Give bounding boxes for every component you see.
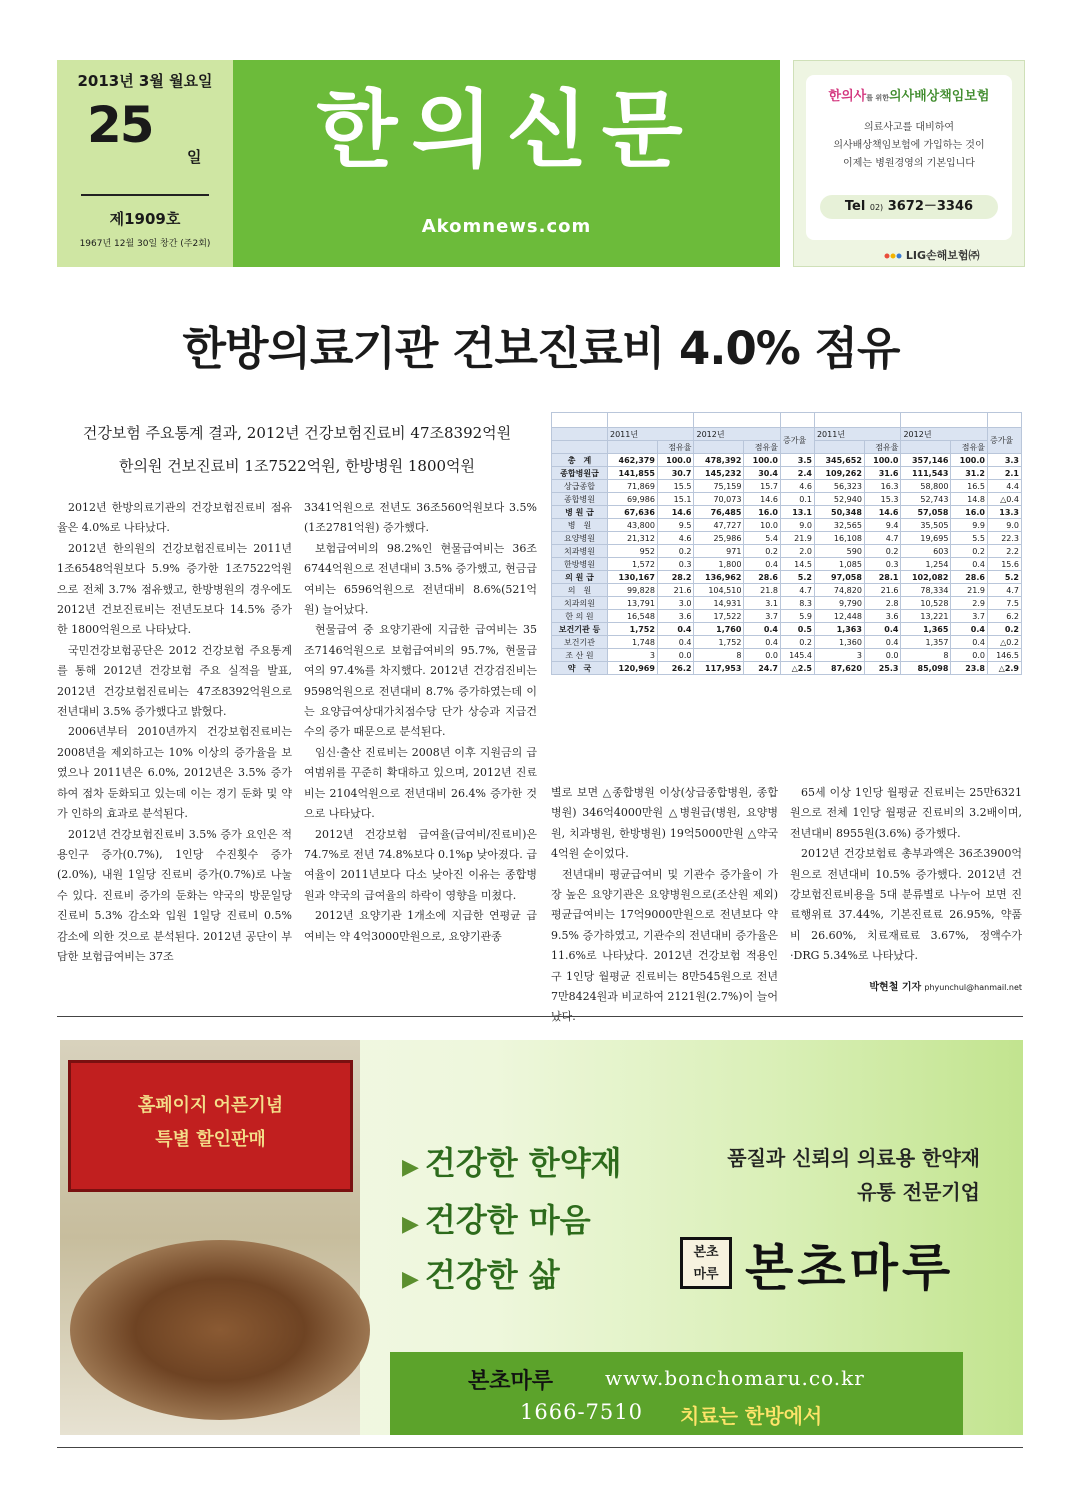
table-cell: 13,221 (901, 610, 951, 623)
table-cell: 12,448 (814, 610, 864, 623)
article-paragraph: 3341억원으로 전년도 36조560억원보다 3.5%(1조2781억원) 증가했다. (304, 501, 537, 535)
share-header: 점유율 (864, 441, 901, 454)
table-cell: 1,760 (694, 623, 744, 636)
table-cell: 25,986 (694, 532, 744, 545)
insurance-ad-line: 의료사고를 대비하여 (863, 122, 955, 133)
table-cell: 52,940 (814, 493, 864, 506)
ad-tagline: 유통 전문기업 (857, 1180, 980, 1204)
table-cell: 5.9 (780, 610, 814, 623)
table-cell: 0.2 (987, 623, 1021, 636)
table-cell: 0.5 (780, 623, 814, 636)
table-cell: 16.5 (951, 480, 988, 493)
table-cell: 28.1 (864, 571, 901, 584)
table-cell: 14.6 (657, 506, 694, 519)
table-row (552, 571, 1022, 584)
ad-slogan (402, 1138, 622, 1184)
table-cell: 67,636 (607, 506, 657, 519)
table-cell: 57,058 (901, 506, 951, 519)
year-2012-header: 2012년 (901, 428, 988, 441)
brand-name: 본초마루 (745, 1238, 955, 1297)
row-label: 조 산 원 (552, 649, 608, 662)
table-cell: 9.0 (780, 519, 814, 532)
article-paragraph: 전년대비 평균급여비 및 기관수 증가율이 가장 높은 요양기관은 요양병원으로(조산원 제외) 평균급여비는 17억9000만원으로 전년보다 약 9.5% 증가하였고, 기관수의 전년대비 증가율은 11.6%로 나타났다. 2012년 건강보험 적용인구 1인당 월평균 진료비는 8만545원으로 전년 7만8424원과 비교하여 2121원(2.7%)이 늘어 (551, 867, 778, 1004)
table-cell: 30.4 (744, 467, 781, 480)
table-cell: 2.9 (951, 597, 988, 610)
section-divider (57, 1016, 1023, 1017)
table-cell: 100.0 (744, 454, 781, 467)
table-cell: 1,748 (607, 636, 657, 649)
table-row (552, 636, 1022, 649)
table-cell: 130,167 (607, 571, 657, 584)
table-cell: 2.0 (780, 545, 814, 558)
page-bottom-divider (57, 1447, 1023, 1448)
insurance-ad-heading-b: 를 위한 (866, 94, 889, 102)
table-cell: 0.4 (657, 636, 694, 649)
table-cell: 1,085 (814, 558, 864, 571)
table-row (552, 493, 1022, 506)
article-paragraph: 국민건강보험공단은 2012 건강보험 주요통계를 통해 2012년 건강보험 주요 실적을 발표, 2012년 건강보험진료비는 47조8392억원으로 전년대비 3.5% 증가했다고 밝혔다. (57, 643, 292, 719)
table-cell: 9.9 (951, 519, 988, 532)
table-cell: 0.2 (780, 636, 814, 649)
article-paragraph: 별로 보면 △종합병원 이상(상급종합병원, 종합병원) 346억4000만원 △병원급(병원, 요양병원, 치과병원, 한방병원) 19억5000만원 △약국 4억원 순이었다. (551, 786, 778, 861)
table-cell: 87,620 (814, 662, 864, 675)
table-cell: 3.7 (744, 610, 781, 623)
row-label: 의 원 급 (552, 571, 608, 584)
table-cell: 3.1 (744, 597, 781, 610)
table-row (552, 584, 1022, 597)
table-cell: 109,262 (814, 467, 864, 480)
article-byline (850, 978, 1022, 993)
table-cell: 28.2 (657, 571, 694, 584)
table-cell: 4.6 (780, 480, 814, 493)
table-cell: 7.5 (987, 597, 1021, 610)
table-cell: 3.0 (657, 597, 694, 610)
table-cell: 10.0 (744, 519, 781, 532)
table-cell: 100.0 (864, 454, 901, 467)
insurance-ad[interactable] (793, 60, 1025, 267)
newspaper-title: 한의신문 (316, 80, 697, 179)
table-cell: 9.0 (987, 519, 1021, 532)
row-label: 종합병원 (552, 493, 608, 506)
article-paragraph: 2012년 요양기관 1개소에 지급한 연평균 급여비는 약 4억3000만원으로, 요양기관종 (304, 909, 537, 943)
row-label: 한방병원 (552, 558, 608, 571)
table-cell: 462,379 (607, 454, 657, 467)
table-cell: 1,752 (694, 636, 744, 649)
stats-table-body (552, 454, 1022, 675)
table-cell: 15.3 (864, 493, 901, 506)
issue-day: 25 (87, 96, 153, 154)
sponsor-name: LIG손해보험㈜ (905, 249, 980, 262)
table-cell: 1,800 (694, 558, 744, 571)
table-cell: 50,348 (814, 506, 864, 519)
table-cell: 14.6 (864, 506, 901, 519)
table-cell: 13.1 (780, 506, 814, 519)
row-label: 병 원 (552, 519, 608, 532)
table-cell: 0.0 (951, 649, 988, 662)
article-column-3 (551, 783, 778, 1028)
article-paragraph: 현물급여 중 요양기관에 지급한 급여비는 35조7146억원으로 보험급여비의 95.7%, 현물급여의 97.4%를 차지했다. 2012년 건강검진비는 9598억원으로 전년대비 8.7% 증가하였는데 이는 요양급여상대가치점수당 단가 상승과 지급건수의 증가 때문으로 분석된다. (304, 623, 537, 739)
table-header-years-row (552, 428, 1022, 441)
table-cell: 14.5 (780, 558, 814, 571)
table-cell: 0.4 (744, 623, 781, 636)
tel-number: 3672－3346 (887, 199, 974, 214)
table-cell: 1,752 (607, 623, 657, 636)
table-cell: 21.9 (951, 584, 988, 597)
table-cell: 15.5 (657, 480, 694, 493)
table-cell: 52,743 (901, 493, 951, 506)
row-label: 치과병원 (552, 545, 608, 558)
founded-note: 1967년 12월 30일 창간 (주2회) (79, 239, 211, 249)
table-cell: 4.7 (987, 584, 1021, 597)
article-paragraph: 2006년부터 2010년까지 건강보험진료비는 2008년을 제외하고는 10% 이상의 증가율을 보였으나 2011년은 6.0%, 2012년은 3.5% 증가하여 점차 둔화되고 있는데 이는 경기 둔화 및 약가 인하의 효과로 분석된다. (57, 725, 292, 821)
table-cell: △0.4 (987, 493, 1021, 506)
table-cell: 603 (901, 545, 951, 558)
table-cell: 16,108 (814, 532, 864, 545)
table-cell: 971 (694, 545, 744, 558)
date-box (57, 60, 233, 267)
share-header: 점유율 (951, 441, 988, 454)
table-cell: 590 (814, 545, 864, 558)
table-cell: 19,695 (901, 532, 951, 545)
table-cell: 0.2 (864, 545, 901, 558)
table-cell: 2.4 (780, 467, 814, 480)
table-row (552, 649, 1022, 662)
table-cell: 111,543 (901, 467, 951, 480)
table-cell: 74,820 (814, 584, 864, 597)
lig-dots-icon (884, 253, 902, 259)
table-cell: 56,323 (814, 480, 864, 493)
table-cell: 0.0 (864, 649, 901, 662)
ad-bar-brand: 본초마루 (468, 1369, 554, 1394)
table-cell: 0.2 (744, 545, 781, 558)
ad-slogan-text: 건강한 마음 (424, 1201, 591, 1239)
table-cell: △2.5 (780, 662, 814, 675)
table-cell: 0.1 (780, 493, 814, 506)
table-cell: 357,146 (901, 454, 951, 467)
table-cell: 31.2 (951, 467, 988, 480)
table-row (552, 662, 1022, 675)
table-cell: 15.6 (987, 558, 1021, 571)
ad-slogan-text: 건강한 한약재 (424, 1144, 622, 1182)
table-row (552, 519, 1022, 532)
reporter-name: 박현철 기자 (869, 982, 922, 993)
table-cell: 345,652 (814, 454, 864, 467)
table-cell: 3.6 (864, 610, 901, 623)
table-cell: 15.7 (744, 480, 781, 493)
table-cell: 141,855 (607, 467, 657, 480)
share-header: 점유율 (657, 441, 694, 454)
table-cell: 30.7 (657, 467, 694, 480)
promo-badge (68, 1060, 353, 1192)
date-divider (81, 194, 209, 196)
table-cell: 4.7 (864, 532, 901, 545)
table-cell: 16,548 (607, 610, 657, 623)
table-cell: 3.5 (780, 454, 814, 467)
table-cell: 100.0 (657, 454, 694, 467)
table-cell: 1,254 (901, 558, 951, 571)
table-cell: 1,365 (901, 623, 951, 636)
table-header-top-row (552, 413, 1022, 428)
table-cell: 0.3 (657, 558, 694, 571)
bullet-arrow-icon: ▶ (402, 1266, 419, 1292)
table-cell: 8.3 (780, 597, 814, 610)
table-cell: 25.3 (864, 662, 901, 675)
table-cell: 102,082 (901, 571, 951, 584)
row-label: 종합병원급 (552, 467, 608, 480)
table-cell: 32,565 (814, 519, 864, 532)
table-cell: 0.4 (744, 558, 781, 571)
seal-text: 마루 (693, 1267, 719, 1282)
table-cell: 4.4 (987, 480, 1021, 493)
table-row (552, 623, 1022, 636)
row-label: 요양병원 (552, 532, 608, 545)
masthead-title-box (233, 60, 780, 267)
table-cell: 2.8 (864, 597, 901, 610)
growth-header: 증가율 (987, 428, 1021, 454)
table-cell: 9.4 (864, 519, 901, 532)
table-cell: 17,522 (694, 610, 744, 623)
herbs-image (70, 1240, 370, 1420)
table-row (552, 597, 1022, 610)
article-paragraph: 2012년 건강보험진료비 3.5% 증가 요인은 적용인구 증가(0.7%), 1인당 수진횟수 증가(2.0%), 내원 1일당 진료비 증가(0.7%)로 나눌 수 있다. 진료비 증가의 둔화는 약국의 방문일당 진료비 5.3% 감소와 입원 1일당 진료비 0.5% 감소에 의한 것으로 분석된다. 2012년 공단이 부담한 보험급여비는 37조 (57, 827, 292, 963)
insurance-ad-card (806, 75, 1012, 240)
table-cell: 0.3 (864, 558, 901, 571)
table-cell: 71,869 (607, 480, 657, 493)
table-cell: 1,572 (607, 558, 657, 571)
table-cell: 0.0 (657, 649, 694, 662)
table-cell: 28.6 (951, 571, 988, 584)
table-cell: 24.7 (744, 662, 781, 675)
insurance-ad-heading-c: 의사배상책임보험 (888, 89, 990, 104)
ad-tagline: 품질과 신뢰의 의료용 한약재 (727, 1146, 980, 1170)
table-cell: 15.1 (657, 493, 694, 506)
table-cell: 0.2 (951, 545, 988, 558)
table-cell: 28.6 (744, 571, 781, 584)
insurance-ad-line: 이제는 병원경영의 기본입니다 (843, 158, 975, 169)
table-cell: 97,058 (814, 571, 864, 584)
table-cell: 120,969 (607, 662, 657, 675)
table-cell: 0.4 (864, 636, 901, 649)
year-2011-header: 2011년 (607, 428, 694, 441)
table-row (552, 454, 1022, 467)
table-cell: 78,334 (901, 584, 951, 597)
table-cell: 1,357 (901, 636, 951, 649)
lig-logo (884, 247, 1014, 263)
table-cell: 5.2 (780, 571, 814, 584)
row-label: 병 원 급 (552, 506, 608, 519)
table-cell: 4.6 (657, 532, 694, 545)
table-cell: 952 (607, 545, 657, 558)
table-cell: 10,528 (901, 597, 951, 610)
row-label: 보건기관 (552, 636, 608, 649)
insurance-ad-copy (806, 119, 1012, 173)
table-cell: 99,828 (607, 584, 657, 597)
table-cell: 21,312 (607, 532, 657, 545)
ad-slogan (402, 1195, 591, 1241)
table-cell: 14,931 (694, 597, 744, 610)
tel-area-code: 02) (869, 203, 884, 212)
table-cell: 0.2 (657, 545, 694, 558)
table-cell: 58,800 (901, 480, 951, 493)
table-cell: 0.0 (744, 649, 781, 662)
table-cell: 16.0 (744, 506, 781, 519)
table-cell: 35,505 (901, 519, 951, 532)
insurance-ad-heading-a: 한의사 (828, 89, 867, 104)
table-cell: 145.4 (780, 649, 814, 662)
article-column-1 (57, 498, 292, 967)
table-cell: 14.6 (744, 493, 781, 506)
table-cell: 6.2 (987, 610, 1021, 623)
year-2011-header: 2011년 (814, 428, 901, 441)
article-paragraph: 보험급여비의 98.2%인 현물급여비는 36조6744억원으로 전년대비 3.5% 증가했고, 현금급여비는 6596억원으로 전년대비 8.6%(521억원) 늘어났다. (304, 541, 537, 617)
table-cell: 26.2 (657, 662, 694, 675)
table-row (552, 506, 1022, 519)
table-cell: 16.0 (951, 506, 988, 519)
row-label: 보건기관 등 (552, 623, 608, 636)
table-cell: 2.1 (987, 467, 1021, 480)
table-cell: 3.6 (657, 610, 694, 623)
issue-date: 2013년 3월 월요일 (77, 72, 213, 90)
table-cell: 478,392 (694, 454, 744, 467)
newspaper-url[interactable]: Akomnews.com (421, 216, 592, 237)
tel-label: Tel (844, 199, 866, 214)
article-paragraph: 2012년 건강보험 급여율(급여비/진료비)은 74.7%로 전년 74.8%보다 0.1%p 낮아졌다. 급여율이 2011년보다 다소 낮아진 이유는 종합병원과 약국의 급여율의 하락이 영향을 미쳤다. (304, 827, 537, 902)
table-cell: 1,360 (814, 636, 864, 649)
table-cell: △0.2 (987, 636, 1021, 649)
table-row (552, 467, 1022, 480)
ad-phone-number[interactable]: 1666-7510 (520, 1400, 643, 1424)
article-subhead: 한의원 건보진료비 1조7522억원, 한방병원 1800억원 (118, 457, 476, 475)
table-cell: 3.7 (951, 610, 988, 623)
table-cell: 5.4 (744, 532, 781, 545)
promo-line: 특별 할인판매 (155, 1129, 266, 1150)
bullet-arrow-icon: ▶ (402, 1154, 419, 1180)
table-cell: 104,510 (694, 584, 744, 597)
table-cell: 146.5 (987, 649, 1021, 662)
table-cell: 21.6 (864, 584, 901, 597)
table-cell: 9.5 (657, 519, 694, 532)
row-label: 치과의원 (552, 597, 608, 610)
table-cell: 23.8 (951, 662, 988, 675)
table-cell: 70,073 (694, 493, 744, 506)
ad-website-link[interactable]: www.bonchomaru.co.kr (605, 1366, 865, 1390)
article-subhead: 건강보험 주요통계 결과, 2012년 건강보험진료비 47조8392억원 (82, 424, 512, 442)
table-cell: 8 (694, 649, 744, 662)
table-cell: 5.2 (987, 571, 1021, 584)
ad-slogan (402, 1250, 560, 1296)
article-paragraph: 2012년 한방의료기관의 건강보험진료비 점유율은 4.0%로 나타났다. (57, 501, 292, 535)
table-cell: 145,232 (694, 467, 744, 480)
table-cell: 76,485 (694, 506, 744, 519)
row-label: 상급종합 (552, 480, 608, 493)
insurance-ad-line: 의사배상책임보험에 가입하는 것이 (833, 140, 985, 151)
table-cell: 22.3 (987, 532, 1021, 545)
row-label: 총 계 (552, 454, 608, 467)
table-cell: 0.4 (864, 623, 901, 636)
table-cell: 13.3 (987, 506, 1021, 519)
seal-text: 본초 (693, 1245, 719, 1260)
table-cell: 5.5 (951, 532, 988, 545)
article-column-2 (304, 498, 537, 947)
growth-header: 증가율 (780, 428, 814, 454)
table-cell: 117,953 (694, 662, 744, 675)
table-row (552, 480, 1022, 493)
ad-contact-bar (390, 1352, 963, 1435)
table-cell: 100.0 (951, 454, 988, 467)
reporter-email[interactable]: phyunchul@hanmail.net (924, 983, 1022, 992)
article-column-4 (790, 783, 1022, 967)
table-cell: 8 (901, 649, 951, 662)
promo-line: 홈페이지 어픈기념 (137, 1095, 284, 1116)
article-headline: 한방의료기관 건보진료비 4.0% 점유 (182, 322, 900, 375)
bullet-arrow-icon: ▶ (402, 1211, 419, 1237)
issue-day-unit: 일 (187, 148, 202, 166)
table-cell: 3 (814, 649, 864, 662)
table-cell: 4.7 (780, 584, 814, 597)
table-cell: 9,790 (814, 597, 864, 610)
issue-number: 제1909호 (109, 210, 181, 228)
table-cell: 69,986 (607, 493, 657, 506)
table-cell: 16.3 (864, 480, 901, 493)
row-label: 약 국 (552, 662, 608, 675)
ad-slogan-text: 건강한 삶 (424, 1256, 560, 1294)
table-cell: 3.3 (987, 454, 1021, 467)
table-row (552, 610, 1022, 623)
table-cell: 136,962 (694, 571, 744, 584)
article-paragraph: 65세 이상 1인당 월평균 진료비는 25만6321원으로 전체 1인당 월평균 진료비의 3.2배이며, 전년대비 8955원(3.6%) 증가했다. (790, 786, 1022, 840)
row-label: 의 원 (552, 584, 608, 597)
table-cell: 13,791 (607, 597, 657, 610)
stats-table (551, 412, 1022, 675)
table-cell: 0.4 (951, 623, 988, 636)
table-cell: 85,098 (901, 662, 951, 675)
herbal-medicine-ad[interactable] (60, 1040, 1023, 1435)
table-row (552, 545, 1022, 558)
table-cell: 3 (607, 649, 657, 662)
table-cell: 75,159 (694, 480, 744, 493)
article-paragraph: 임신·출산 진료비는 2008년 이후 지원금의 급여범위를 꾸준히 확대하고 있으며, 2012년 진료비는 2104억원으로 전년대비 26.4% 증가한 것으로 나타났다. (304, 745, 537, 821)
table-cell: △2.9 (987, 662, 1021, 675)
table-cell: 21.8 (744, 584, 781, 597)
table-cell: 0.4 (951, 636, 988, 649)
table-cell: 0.4 (951, 558, 988, 571)
table-row (552, 532, 1022, 545)
table-cell: 1,363 (814, 623, 864, 636)
year-2012-header: 2012년 (694, 428, 781, 441)
table-cell: 0.4 (744, 636, 781, 649)
article-paragraph: 2012년 한의원의 건강보험진료비는 2011년 1조6548억원보다 5.9% 증가한 1조7522억원으로 전체 3.7% 점유했고, 한방병원의 경우에도 2012년 건보진료비는 전년도보다 14.5% 증가한 1800억원으로 나타났다. (57, 541, 292, 637)
table-cell: 2.2 (987, 545, 1021, 558)
insurance-ad-phone[interactable] (820, 195, 998, 219)
article-paragraph: 2012년 건강보험료 총부과액은 36조3900억원으로 전년대비 10.5% 증가했다. 2012년 건강보험진료비용을 5대 분류별로 나누어 보면 진료행위료 37.44%, 기본진료료 26.95%, 약품비 26.60%, 치료재료료 3.67%, 정액수가·DRG 5.34%로 나타났다. (790, 847, 1022, 963)
share-header: 점유율 (744, 441, 781, 454)
brand-seal-icon (680, 1237, 732, 1289)
insurance-ad-heading (806, 85, 1012, 104)
table-cell: 14.8 (951, 493, 988, 506)
table-cell: 47,727 (694, 519, 744, 532)
ad-bar-slogan: 치료는 한방에서 (680, 1404, 823, 1428)
table-row (552, 558, 1022, 571)
table-cell: 21.6 (657, 584, 694, 597)
row-label: 한 의 원 (552, 610, 608, 623)
table-cell: 21.9 (780, 532, 814, 545)
table-cell: 0.4 (657, 623, 694, 636)
table-cell: 43,800 (607, 519, 657, 532)
table-cell: 31.6 (864, 467, 901, 480)
